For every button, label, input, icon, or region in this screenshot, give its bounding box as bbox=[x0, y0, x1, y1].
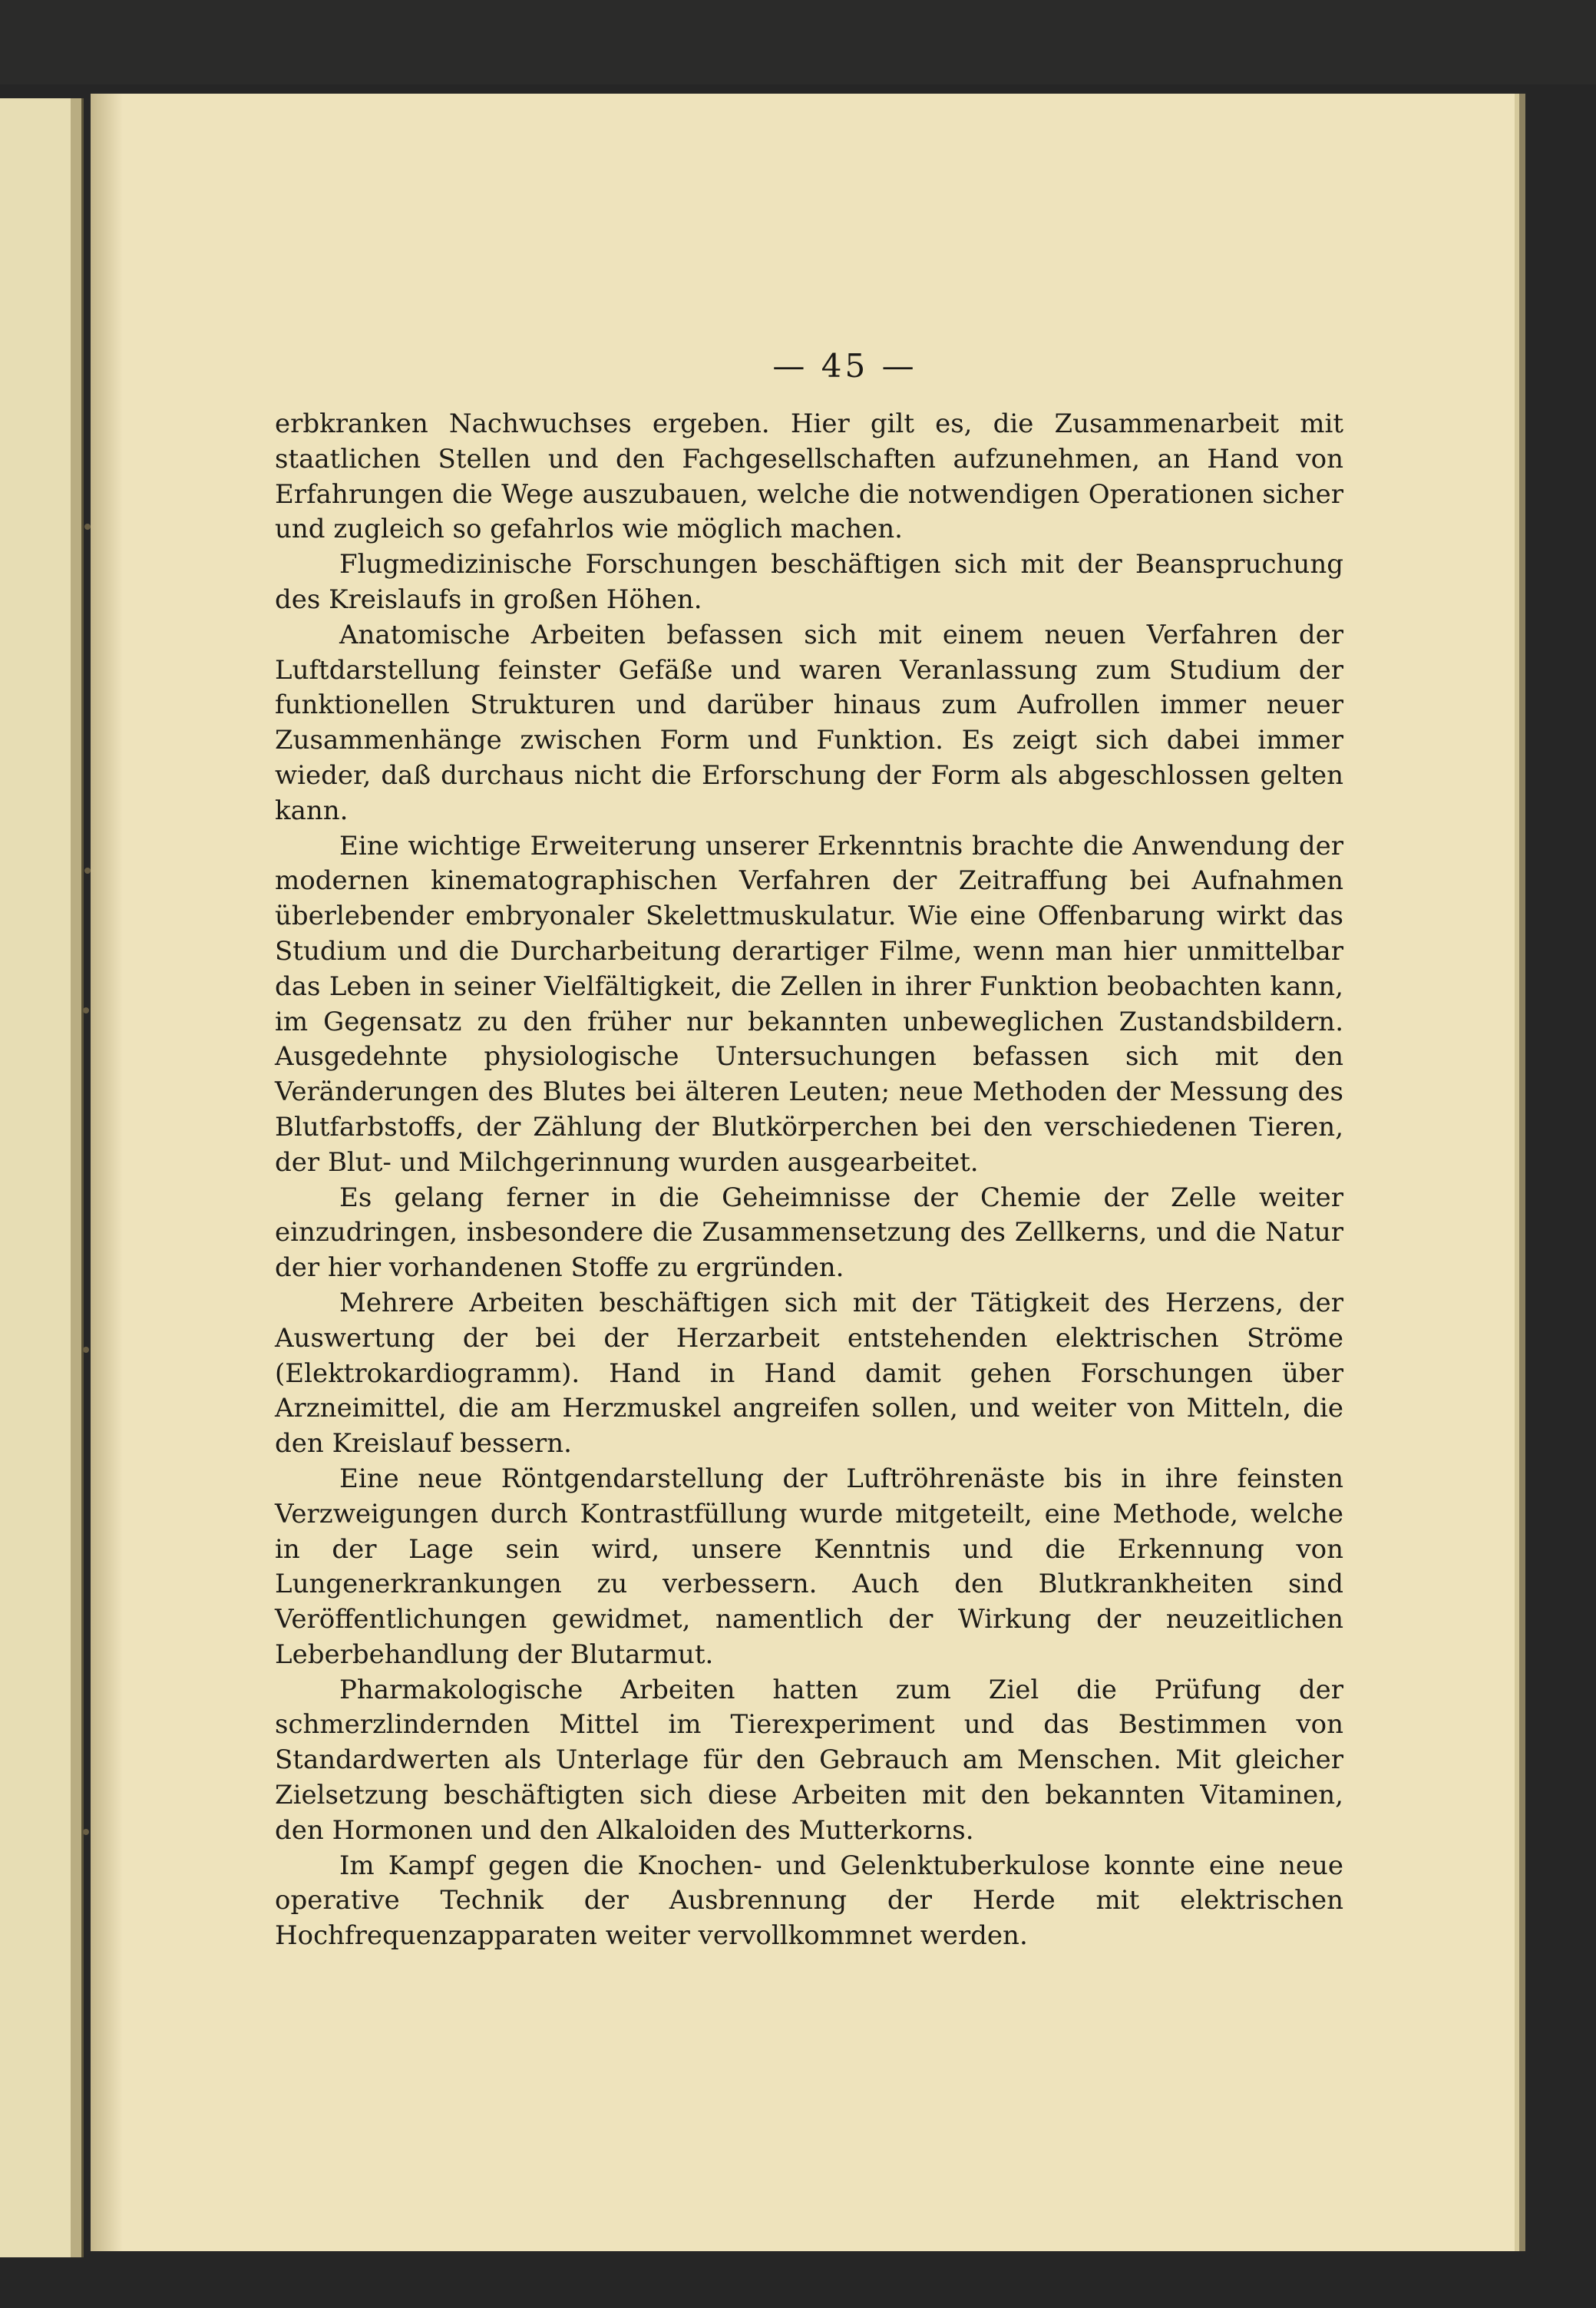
body-text bbox=[275, 407, 1343, 1954]
paragraph: Es gelang ferner in die Geheimnisse der Chemie der Zelle weiter einzudringen, insbesondere die Zusammensetzung des Zellkerns, und die Natur der hier vorhandenen Stoffe zu ergründen. bbox=[275, 1182, 1343, 1284]
left-page-gutter bbox=[71, 98, 81, 2257]
page-number: — 45 — bbox=[772, 347, 917, 385]
left-page-edge bbox=[0, 98, 84, 2257]
paragraph: Pharmakologische Arbeiten hatten zum Ziel die Prüfung der schmerzlindernden Mittel im Tierexperiment und das Bestimmen von Standardwerten als Unterlage für den Gebrauch am Menschen. Mit gleicher Zielsetzung beschäftigten sich diese Arbeiten mit den bekannten Vitaminen, den Hormonen und den Alkaloiden des Mutterkorns. bbox=[275, 1674, 1343, 1846]
paragraph: Im Kampf gegen die Knochen- und Gelenktuberkulose konnte eine neue operative Technik der Ausbrennung der Herde mit elektrischen Hochfrequenzapparaten weiter vervollkommnet werden. bbox=[275, 1850, 1343, 1952]
paragraph: Mehrere Arbeiten beschäftigen sich mit der Tätigkeit des Herzens, der Auswertung der bei der Herzarbeit entstehenden elektrischen Ströme (Elektrokardiogramm). Hand in Hand damit gehen Forschungen über Arzneimittel, die am Herzmuskel angreifen sollen, und weiter von Mitteln, die den Kreislauf bessern. bbox=[275, 1287, 1343, 1460]
paragraph: Eine neue Röntgendarstellung der Luftröhrenäste bis in ihre feinsten Verzweigungen durch Kontrastfüllung wurde mitgeteilt, eine Methode, welche in der Lage sein wird, unsere Kenntnis und die Erkennung von Lungenerkrankungen zu verbessern. Auch den Blutkrankheiten sind Veröffentlichungen gewidmet, namentlich der Wirkung der neuzeitlichen Leberbehandlung der Blutarmut. bbox=[275, 1463, 1343, 1670]
scan-background-top bbox=[0, 0, 1596, 84]
paragraph: Eine wichtige Erweiterung unserer Erkenntnis brachte die Anwendung der modernen kinematographischen Verfahren der Zeitraffung bei Aufnahmen überlebender embryonaler Skelettmuskulatur. Wie eine Offenbarung wirkt das Studium und die Durcharbeitung derartiger Filme, wenn man hier unmittelbar das Leben in seiner Vielfältigkeit, die Zellen in ihrer Funktion beobachten kann, im Gegensatz zu den früher nur bekannten unbeweglichen Zustandsbildern. Ausgedehnte physiologische Untersuchungen befassen sich mit den Veränderungen des Blutes bei älteren Leuten; neue Methoden der Messung des Blutfarbstoffs, der Zählung der Blutkörperchen bei den verschiedenen Tieren, der Blut- und Milchgerinnung wurden ausgearbeitet. bbox=[275, 830, 1343, 1178]
spine-shadow bbox=[91, 94, 123, 2251]
paragraph: erbkranken Nachwuchses ergeben. Hier gilt es, die Zusammenarbeit mit staatlichen Stellen und den Fachgesellschaften aufzunehmen, an Hand von Erfahrungen die Wege auszubauen, welche die notwendigen Operationen sicher und zugleich so gefahrlos wie möglich machen. bbox=[275, 408, 1343, 545]
book-page bbox=[91, 94, 1515, 2251]
paragraph: Anatomische Arbeiten befassen sich mit einem neuen Verfahren der Luftdarstellung feinster Gefäße und waren Veranlassung zum Studium der funktionellen Strukturen und darüber hinaus zum Aufrollen immer neuer Zusammenhänge zwischen Form und Funktion. Es zeigt sich dabei immer wieder, daß durchaus nicht die Erforschung der Form als abgeschlossen gelten kann. bbox=[275, 619, 1343, 826]
paragraph: Flugmedizinische Forschungen beschäftigen sich mit der Beanspruchung des Kreislaufs in großen Höhen. bbox=[275, 549, 1343, 615]
